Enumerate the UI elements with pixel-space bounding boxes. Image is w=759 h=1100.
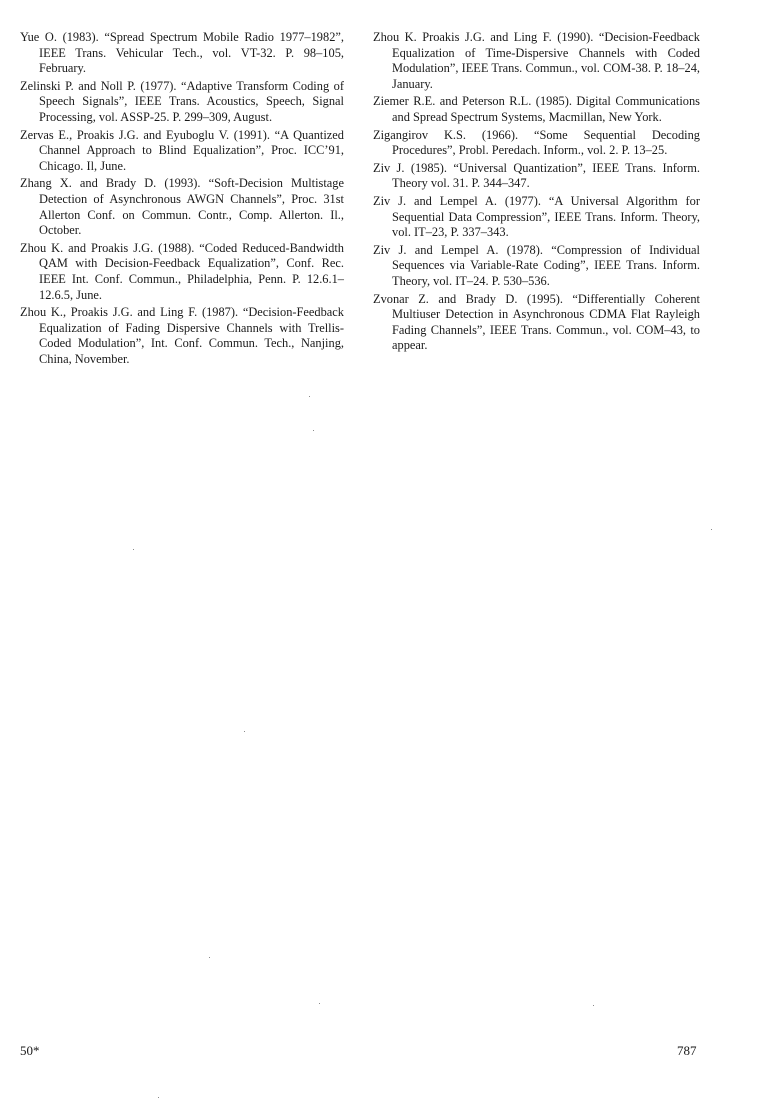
scan-speck (313, 430, 314, 431)
references-column-right (373, 30, 700, 356)
reference-entry: Ziemer R.E. and Peterson R.L. (1985). Digital Communications and Spread Spectrum Systems, Macmillan, New York. (373, 94, 700, 124)
reference-entry: Zhou K. and Proakis J.G. (1988). “Coded Reduced-Bandwidth QAM with Decision-Feedback Equalization”, Conf. Rec. IEEE Int. Conf. Commun., Philadelphia, Penn. P. 12.6.1–12.6.5, June. (20, 240, 344, 302)
reference-entry: Zelinski P. and Noll P. (1977). “Adaptive Transform Coding of Speech Signals”, IEEE Trans. Acoustics, Speech, Signal Processing, vol. ASSP-25. P. 299–309, August. (20, 78, 344, 124)
scan-speck (244, 731, 245, 732)
page-number: 787 (677, 1043, 697, 1058)
reference-entry: Ziv J. (1985). “Universal Quantization”, IEEE Trans. Inform. Theory vol. 31. P. 344–347. (373, 160, 700, 191)
reference-entry: Zervas E., Proakis J.G. and Eyuboglu V. (1991). “A Quantized Channel Approach to Blind Equalization”, Proc. ICC’91, Chicago. Il, June. (20, 127, 344, 173)
reference-entry: Zvonar Z. and Brady D. (1995). “Differentially Coherent Multiuser Detection in Asynchronous CDMA Flat Rayleigh Fading Channels”, IEEE Trans. Commun., vol. COM–43, to appear. (373, 291, 700, 353)
scan-speck (133, 549, 134, 550)
references-column-left (20, 30, 344, 369)
scan-speck (711, 529, 712, 530)
reference-entry: Yue O. (1983). “Spread Spectrum Mobile Radio 1977–1982”, IEEE Trans. Vehicular Tech., vol. VT-32. P. 98–105, February. (20, 30, 344, 76)
reference-entry: Zhou K. Proakis J.G. and Ling F. (1990). “Decision-Feedback Equalization of Time-Dispersive Channels with Coded Modulation”, IEEE Trans. Commun., vol. COM-38. P. 18–24, January. (373, 30, 700, 91)
scan-speck (158, 1097, 159, 1098)
reference-entry: Zhou K., Proakis J.G. and Ling F. (1987). “Decision-Feedback Equalization of Fading Dispersive Channels with Trellis-Coded Modulation”, Int. Conf. Commun. Tech., Nanjing, China, November. (20, 305, 344, 366)
reference-entry: Zhang X. and Brady D. (1993). “Soft-Decision Multistage Detection of Asynchronous AWGN Channels”, Proc. 31st Allerton Conf. on Commun. Contr., Comp. Allerton. Il., October. (20, 176, 344, 238)
signature-mark: 50* (20, 1043, 40, 1058)
scan-speck (309, 396, 310, 397)
reference-entry: Zigangirov K.S. (1966). “Some Sequential Decoding Procedures”, Probl. Peredach. Inform., vol. 2. P. 13–25. (373, 127, 700, 158)
reference-entry: Ziv J. and Lempel A. (1978). “Compression of Individual Sequences via Variable-Rate Coding”, IEEE Trans. Inform. Theory, vol. IT–24. P. 530–536. (373, 242, 700, 288)
reference-entry: Ziv J. and Lempel A. (1977). “A Universal Algorithm for Sequential Data Compression”, IEEE Trans. Inform. Theory, vol. IT–23, P. 337–343. (373, 193, 700, 240)
scan-speck (209, 957, 210, 958)
scan-speck (319, 1003, 320, 1004)
scan-speck (593, 1005, 594, 1006)
